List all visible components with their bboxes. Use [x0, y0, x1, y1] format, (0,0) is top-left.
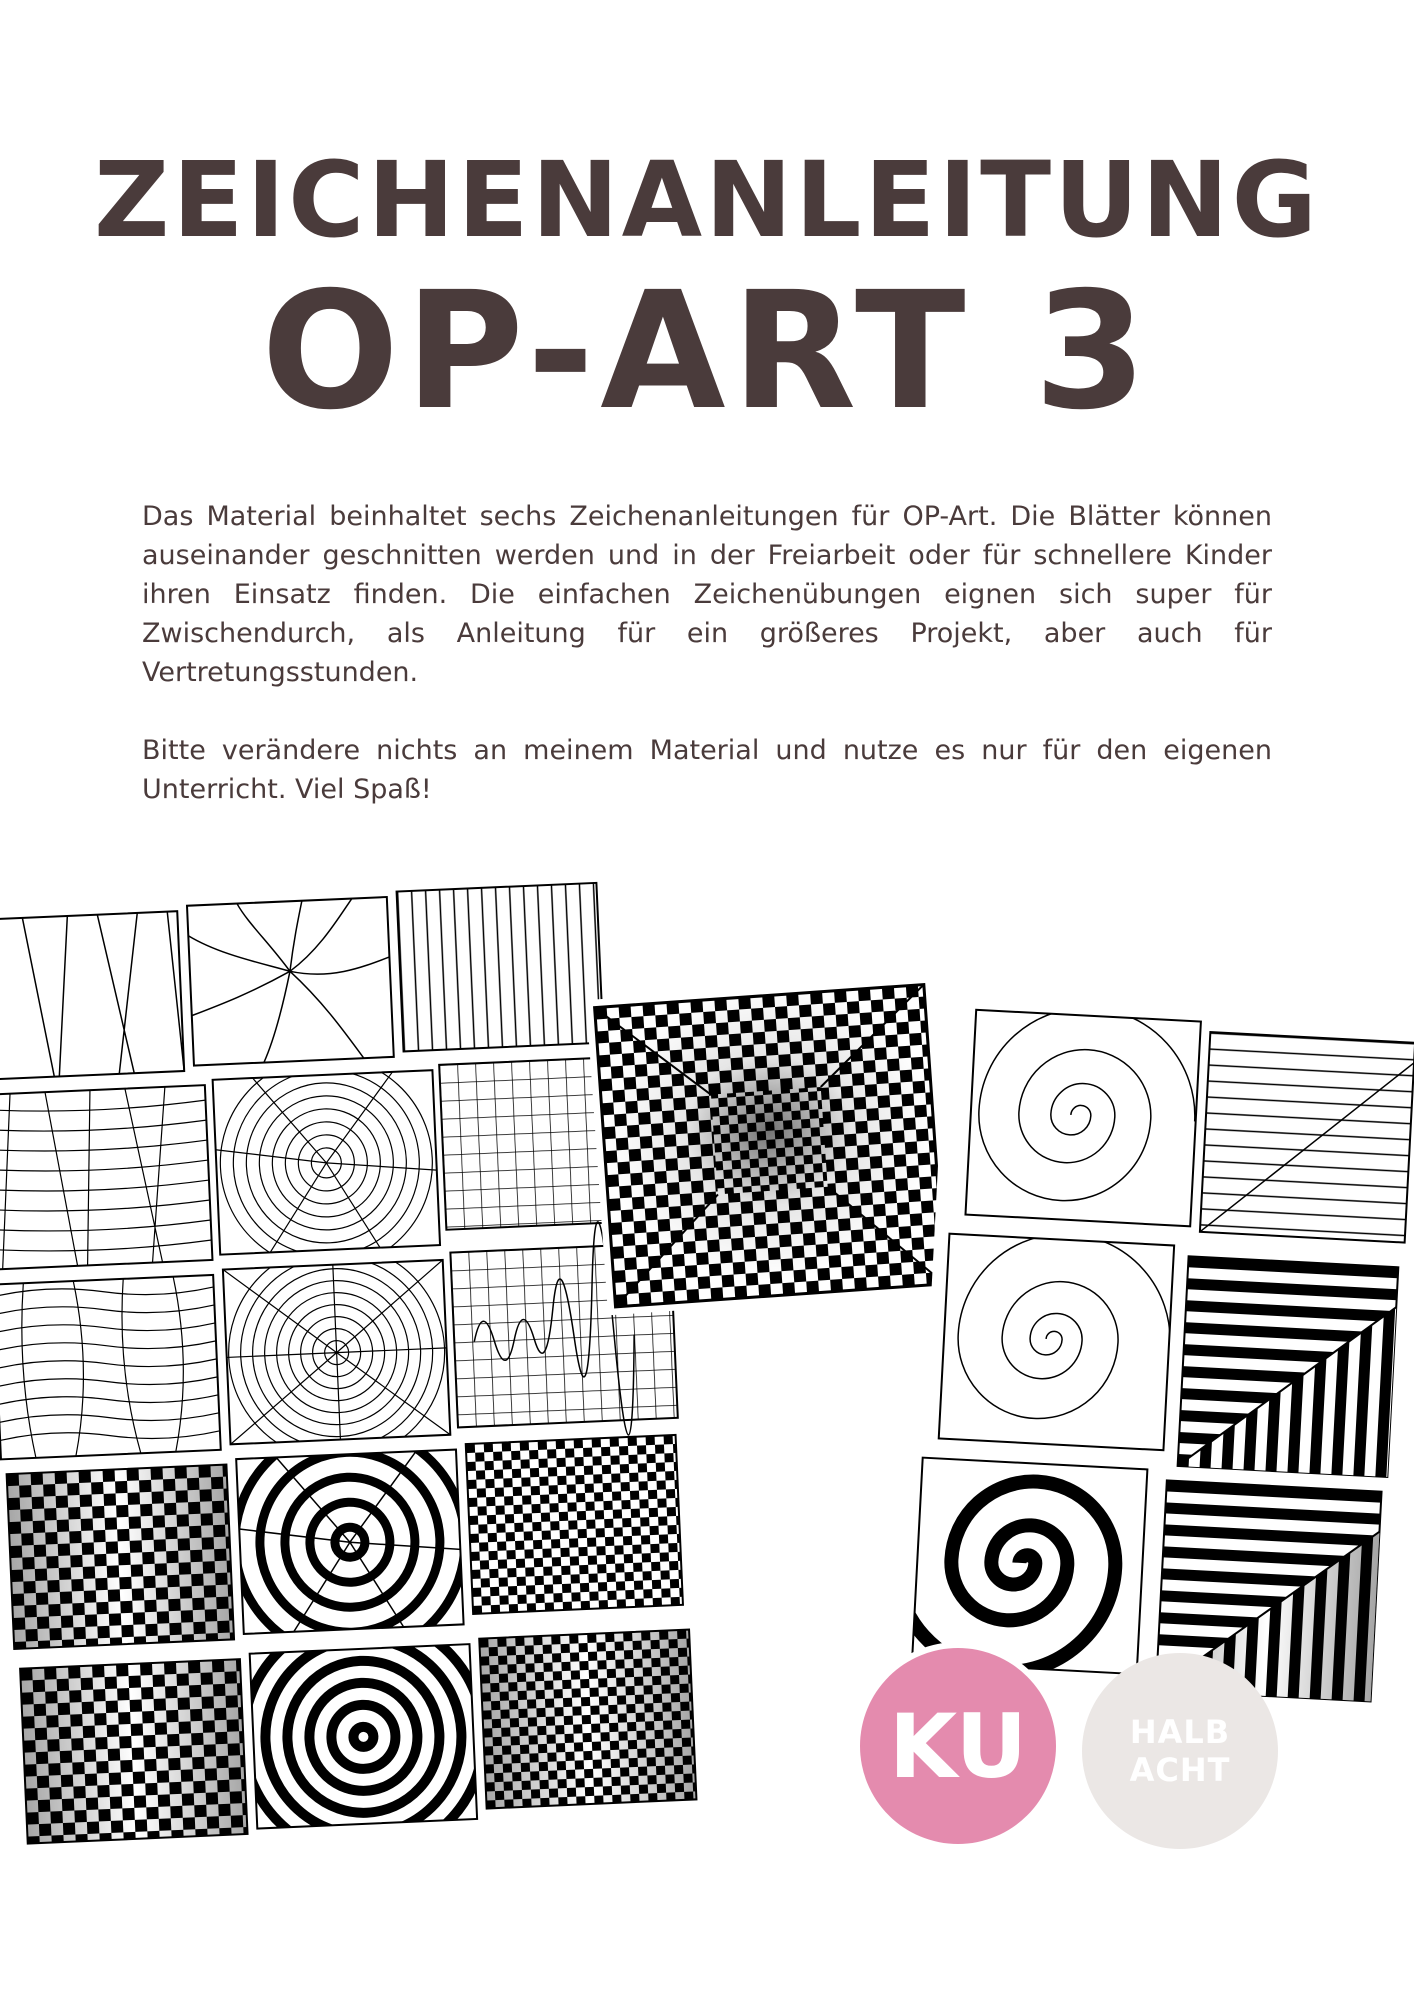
checker-wave-icon: [479, 1630, 696, 1809]
spiral-icon: [965, 1002, 1201, 1226]
title-line-1: ZEICHENANLEITUNG: [94, 139, 1320, 261]
subject-badge: [860, 1648, 1056, 1844]
step-lines-icon: [1200, 1032, 1414, 1242]
brand-logo-line-2: ACHT: [1129, 1751, 1231, 1789]
right-worksheet: [889, 997, 1414, 1713]
flower-stripes-icon: [212, 1052, 441, 1273]
subject-badge-label: KU: [888, 1694, 1028, 1798]
trapezoid-lines-icon: [0, 911, 184, 1080]
brand-logo-line-1: HALB: [1129, 1713, 1231, 1751]
title-line-2: OP-ART 3: [261, 258, 1153, 446]
curved-stripes-icon: [0, 1085, 212, 1269]
wave-checker-icon: [7, 1465, 234, 1649]
vertical-lines-icon: [397, 883, 604, 1052]
wave-lines-icon: [0, 1275, 221, 1459]
flower-stripes-filled-icon: [230, 1422, 470, 1662]
tunnel-checker-icon: [586, 976, 953, 1315]
brand-logo: [1082, 1653, 1278, 1849]
swirl-web-icon: [222, 1240, 451, 1465]
swirl-lines-icon: [187, 897, 394, 1066]
intro-paragraph-1: Das Material beinhaltet sechs Zeichenanleitungen für OP-Art. Die Blätter können auseinander geschnitten werden und in der Freiarbeit oder für schnellere Kinder ihren Einsatz finden. Die einfachen Zeichenübungen eignen sich super für Zwischendurch, als Anleitung für ein größeres Projekt, aber auch für Vertretungsstunden.: [142, 501, 1272, 688]
step-stripes-icon: [1178, 1256, 1399, 1477]
spiral-icon: [939, 1228, 1176, 1451]
checker-icon: [466, 1435, 683, 1614]
spiral-filled-icon: [890, 1456, 1148, 1679]
wave-checker-shaded-icon: [20, 1659, 247, 1843]
intro-paragraph-2: Bitte verändere nichts an meinem Material und nutze es nur für den eigenen Unterricht. Viel Spaß!: [142, 735, 1272, 805]
